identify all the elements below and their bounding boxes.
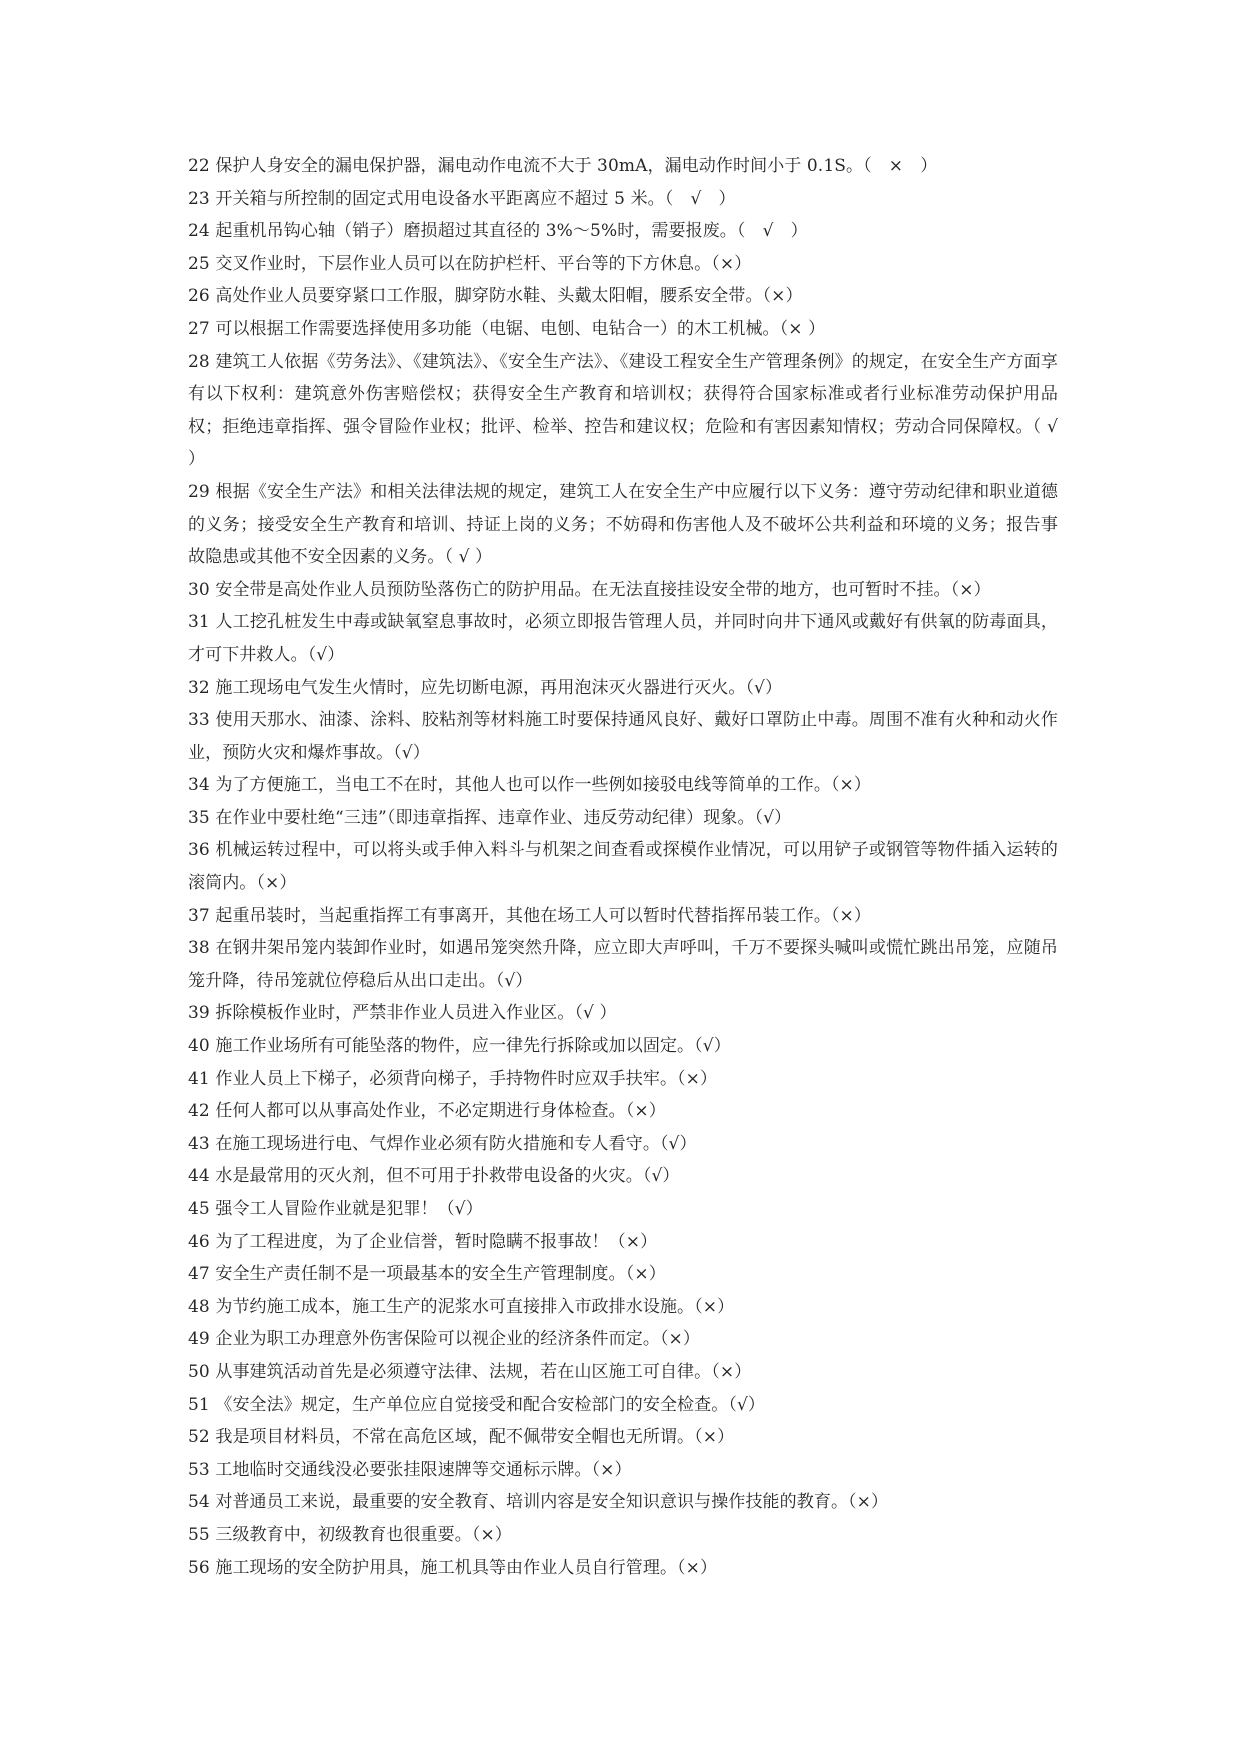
question-item [188, 1389, 1058, 1422]
question-number: 22 [188, 156, 210, 176]
question-text: 高处作业人员要穿紧口工作服，脚穿防水鞋、头戴太阳帽，腰系安全带。（×） [215, 286, 803, 307]
question-text: 三级教育中，初级教育也很重要。（×） [215, 1524, 512, 1545]
question-number: 39 [188, 1003, 210, 1024]
question-text: 工地临时交通线没必要张挂限速牌等交通标示牌。（×） [215, 1459, 632, 1480]
question-item [188, 932, 1058, 997]
question-item [188, 900, 1058, 933]
question-number: 26 [188, 286, 210, 307]
question-text: 在作业中要杜绝“三违”（即违章指挥、违章作业、违反劳动纪律）现象。（√） [215, 807, 792, 828]
question-number: 47 [188, 1264, 210, 1285]
question-item [188, 834, 1058, 899]
question-number: 31 [188, 612, 210, 633]
question-text: 对普通员工来说，最重要的安全教育、培训内容是安全知识意识与操作技能的教育。（×） [215, 1492, 889, 1513]
question-item [188, 1323, 1058, 1356]
question-number: 45 [188, 1199, 210, 1219]
question-text: 企业为职工办理意外伤害保险可以视企业的经济条件而定。（×） [215, 1329, 701, 1350]
question-number: 23 [188, 188, 210, 209]
question-number: 41 [188, 1068, 210, 1089]
question-item [188, 1095, 1058, 1128]
question-text: 机械运转过程中，可以将头或手伸入料斗与机架之间查看或探模作业情况，可以用铲子或钢管等物件插入运转的滚筒内。（×） [188, 840, 1058, 894]
question-number: 50 [188, 1361, 210, 1382]
question-text: 根据《安全生产法》和相关法律法规的规定，建筑工人在安全生产中应履行以下义务：遵守劳动纪律和职业道德的义务；接受安全生产教育和培训、持证上岗的义务；不妨碍和伤害他人及不破坏公共利益和环境的义务；报告事故隐患或其他不安全因素的义务。（ √ ） [188, 481, 1058, 568]
question-text: 施工现场电气发生火情时，应先切断电源，再用泡沫灭火器进行灭火。（√） [215, 677, 783, 698]
question-number: 28 [188, 351, 210, 372]
question-number: 48 [188, 1296, 210, 1317]
question-text: 人工挖孔桩发生中毒或缺氧窒息事故时，必须立即报告管理人员，并同时向井下通风或戴好有供氧的防毒面具，才可下井救人。（√） [188, 612, 1058, 665]
question-item [188, 769, 1058, 802]
question-text: 可以根据工作需要选择使用多功能（电锯、电刨、电钻合一）的木工机械。（× ） [215, 318, 826, 339]
question-number: 53 [188, 1459, 210, 1480]
question-number: 43 [188, 1133, 210, 1154]
question-text: 从事建筑活动首先是必须遵守法律、法规，若在山区施工可自律。（×） [215, 1361, 752, 1382]
question-item [188, 248, 1058, 281]
question-text: 为节约施工成本，施工生产的泥浆水可直接排入市政排水设施。（×） [215, 1296, 735, 1317]
question-number: 56 [188, 1557, 210, 1578]
question-text: 水是最常用的灭火剂，但不可用于扑救带电设备的火灾。（√） [215, 1166, 680, 1187]
question-number: 35 [188, 807, 210, 828]
question-text: 保护人身安全的漏电保护器，漏电动作电流不大于 30mA，漏电动作时间小于 0.1S。（ × ） [215, 156, 938, 176]
question-item [188, 215, 1058, 248]
question-number: 27 [188, 318, 210, 339]
question-number: 24 [188, 221, 210, 242]
question-item [188, 313, 1058, 346]
question-number: 33 [188, 710, 210, 731]
question-item [188, 150, 1058, 183]
question-item [188, 1356, 1058, 1389]
question-number: 51 [188, 1394, 210, 1415]
question-item [188, 1291, 1058, 1324]
question-item [188, 574, 1058, 607]
question-text: 施工作业场所有可能坠落的物件，应一律先行拆除或加以固定。（√） [215, 1036, 731, 1057]
question-text: 我是项目材料员，不常在高危区域，配不佩带安全帽也无所谓。（×） [215, 1427, 735, 1448]
question-item [188, 802, 1058, 835]
question-item [188, 1128, 1058, 1161]
question-item [188, 1193, 1058, 1226]
question-number: 29 [188, 481, 210, 502]
question-number: 44 [188, 1166, 210, 1187]
question-item [188, 1421, 1058, 1454]
question-item [188, 346, 1058, 476]
question-text: 施工现场的安全防护用具，施工机具等由作业人员自行管理。（×） [215, 1557, 718, 1578]
question-number: 36 [188, 840, 210, 861]
question-number: 34 [188, 775, 210, 796]
question-item [188, 704, 1058, 769]
question-item [188, 1030, 1058, 1063]
question-item [188, 183, 1058, 216]
question-number: 30 [188, 579, 210, 600]
question-item [188, 1454, 1058, 1487]
question-text: 为了工程进度，为了企业信誉，暂时隐瞒不报事故！（×） [215, 1231, 658, 1252]
question-text: 起重吊装时，当起重指挥工有事离开，其他在场工人可以暂时代替指挥吊装工作。（×） [215, 905, 872, 926]
question-number: 37 [188, 905, 210, 926]
question-text: 在钢井架吊笼内装卸作业时，如遇吊笼突然升降，应立即大声呼叫，千万不要探头喊叫或慌忙跳出吊笼，应随吊笼升降，待吊笼就位停稳后从出口走出。（√） [188, 938, 1058, 991]
question-item [188, 1486, 1058, 1519]
question-number: 38 [188, 938, 210, 959]
question-item [188, 1226, 1058, 1259]
question-text: 起重机吊钩心轴（销子）磨损超过其直径的 3%～5%时，需要报废。（ √ ） [215, 221, 808, 242]
question-text: 使用天那水、油漆、涂料、胶粘剂等材料施工时要保持通风良好、戴好口罩防止中毒。周围不准有火种和动火作业，预防火灾和爆炸事故。（√） [188, 710, 1058, 763]
question-number: 52 [188, 1427, 210, 1448]
question-text: 安全带是高处作业人员预防坠落伤亡的防护用品。在无法直接挂设安全带的地方，也可暂时不挂。（×） [215, 579, 991, 600]
question-item [188, 476, 1058, 574]
question-number: 32 [188, 677, 210, 698]
question-item [188, 997, 1058, 1030]
question-text: 安全生产责任制不是一项最基本的安全生产管理制度。（×） [215, 1264, 666, 1285]
question-number: 55 [188, 1524, 210, 1545]
question-number: 49 [188, 1329, 210, 1350]
question-text: 开关箱与所控制的固定式用电设备水平距离应不超过 5 米。（ √ ） [215, 188, 736, 209]
question-number: 54 [188, 1492, 210, 1513]
question-item [188, 1258, 1058, 1291]
question-number: 25 [188, 253, 210, 274]
question-text: 强令工人冒险作业就是犯罪！（√） [215, 1199, 483, 1219]
question-number: 46 [188, 1231, 210, 1252]
question-item [188, 1552, 1058, 1585]
question-number: 40 [188, 1036, 210, 1057]
question-text: 拆除模板作业时，严禁非作业人员进入作业区。（√ ） [215, 1003, 617, 1024]
question-list [188, 150, 1058, 1584]
question-text: 建筑工人依据《劳务法》、《建筑法》、《安全生产法》、《建设工程安全生产管理条例》的规定，在安全生产方面享有以下权利：建筑意外伤害赔偿权；获得安全生产教育和培训权；获得符合国家标准或者行业标准劳动保护用品权；拒绝违章指挥、强令冒险作业权；批评、检举、控告和建议权；危险和有害因素知情权；劳动合同保障权。（ √ ） [188, 351, 1058, 470]
question-item [188, 1160, 1058, 1193]
question-item [188, 606, 1058, 671]
question-item [188, 672, 1058, 705]
question-text: 《安全法》规定，生产单位应自觉接受和配合安检部门的安全检查。（√） [215, 1394, 765, 1415]
question-text: 作业人员上下梯子，必须背向梯子，手持物件时应双手扶牢。（×） [215, 1068, 718, 1089]
question-text: 在施工现场进行电、气焊作业必须有防火措施和专人看守。（√） [215, 1133, 697, 1154]
question-text: 任何人都可以从事高处作业，不必定期进行身体检查。（×） [215, 1101, 666, 1122]
question-text: 交叉作业时，下层作业人员可以在防护栏杆、平台等的下方休息。（×） [215, 253, 752, 274]
question-text: 为了方便施工，当电工不在时，其他人也可以作一些例如接驳电线等简单的工作。（×） [215, 775, 872, 796]
question-item [188, 1063, 1058, 1096]
question-number: 42 [188, 1101, 210, 1122]
question-item [188, 280, 1058, 313]
question-item [188, 1519, 1058, 1552]
